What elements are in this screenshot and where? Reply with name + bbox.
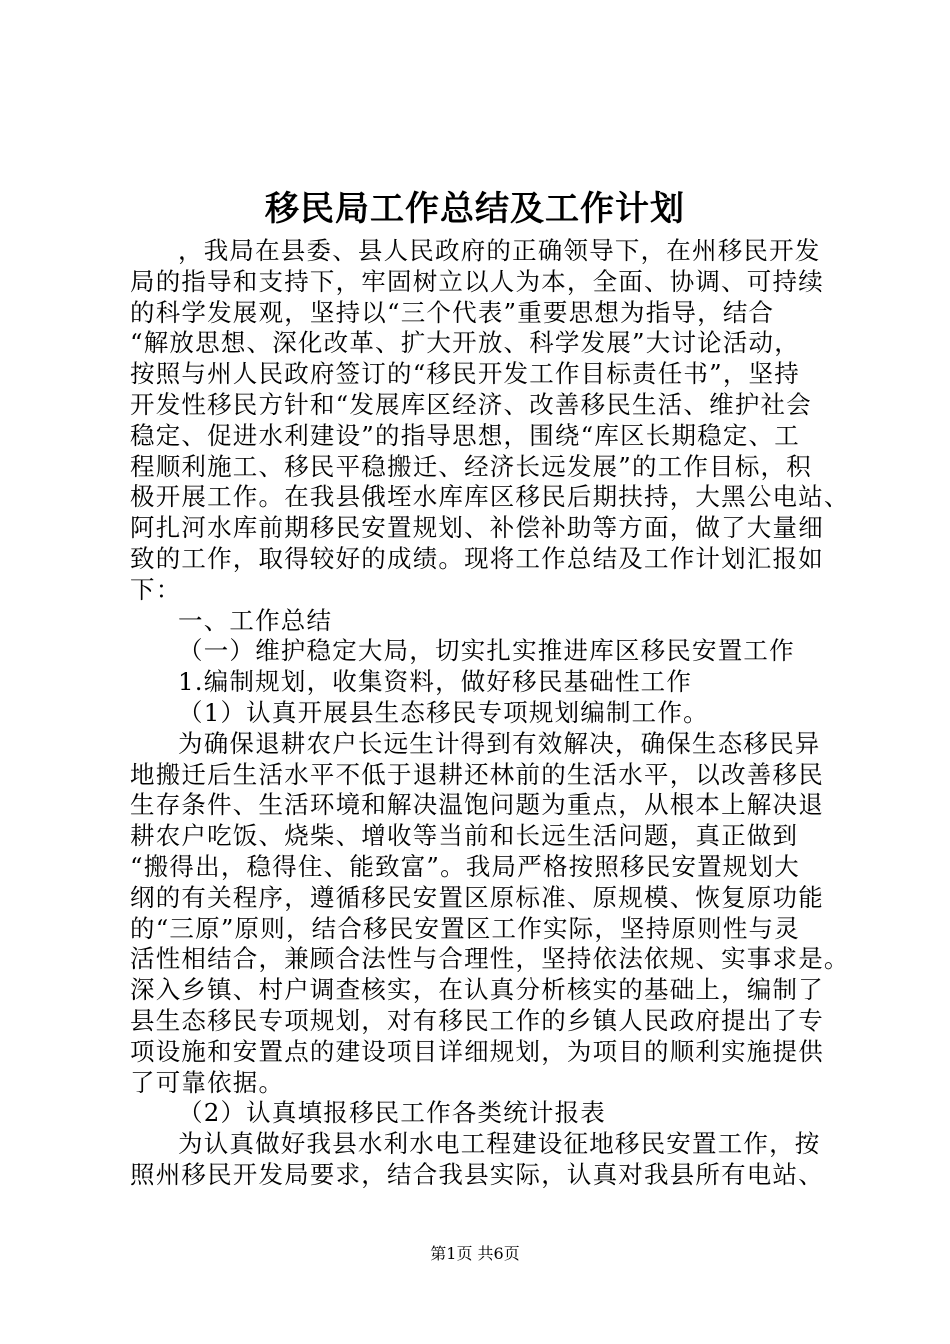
text-line: 为确保退耕农户长远生计得到有效解决，确保生态移民异: [178, 728, 821, 758]
text-line: 耕农户吃饭、烧柴、增收等当前和长远生活问题，真正做到: [130, 821, 799, 851]
subitem-heading: （2）认真填报移民工作各类统计报表: [178, 1098, 606, 1128]
subsection-heading: （一）维护稳定大局，切实扎实推进库区移民安置工作: [178, 636, 795, 666]
text-line: 地搬迁后生活水平不低于退耕还林前的生活水平，以改善移民: [130, 759, 824, 789]
text-line: 致的工作，取得较好的成绩。现将工作总结及工作计划汇报如: [130, 543, 824, 573]
planning-paragraph: [130, 728, 850, 1099]
text-line: 照州移民开发局要求，结合我县实际，认真对我县所有电站、: [130, 1159, 824, 1189]
text-line: 为认真做好我县水利水电工程建设征地移民安置工作，按: [178, 1129, 821, 1159]
text-line: 下：: [130, 574, 182, 604]
text-line: 局的指导和支持下，牢固树立以人为本，全面、协调、可持续: [130, 266, 824, 296]
page-footer: 第1页 共6页: [430, 1244, 520, 1263]
text-line: 阿扎河水库前期移民安置规划、补偿补助等方面，做了大量细: [130, 513, 824, 543]
item-heading: 1.编制规划，收集资料，做好移民基础性工作: [178, 667, 693, 697]
document-title: 移民局工作总结及工作计划: [265, 189, 685, 229]
text-line: ，我局在县委、县人民政府的正确领导下，在州移民开发: [178, 236, 821, 265]
text-line: “搬得出，稳得住、能致富”。我局严格按照移民安置规划大: [130, 851, 800, 881]
text-line: 生存条件、生活环境和解决温饱问题为重点，从根本上解决退: [130, 790, 824, 820]
text-line: 的科学发展观，坚持以“三个代表”重要思想为指导，结合: [130, 297, 775, 327]
text-line: 开发性移民方针和“发展库区经济、改善移民生活、维护社会: [130, 389, 812, 419]
subitem-heading: （1）认真开展县生态移民专项规划编制工作。: [178, 697, 709, 727]
text-line: 纲的有关程序，遵循移民安置区原标准、原规模、恢复原功能: [130, 882, 824, 912]
text-line: 极开展工作。在我县俄垤水库库区移民后期扶持，大黑公电站、: [130, 482, 850, 512]
text-line: 稳定、促进水利建设”的指导思想，围绕“库区长期稳定、工: [130, 420, 800, 450]
intro-paragraph: [130, 236, 850, 606]
statistics-paragraph: [130, 1129, 842, 1191]
text-line: 按照与州人民政府签订的“移民开发工作目标责任书”，坚持: [130, 359, 800, 389]
text-line: 了可靠依据。: [130, 1067, 285, 1097]
text-line: 县生态移民专项规划，对有移民工作的乡镇人民政府提出了专: [130, 1005, 824, 1035]
text-line: 程顺利施工、移民平稳搬迁、经济长远发展”的工作目标，积: [130, 451, 812, 481]
document-body: [130, 236, 850, 1191]
text-line: 项设施和安置点的建设项目详细规划，为项目的顺利实施提供: [130, 1036, 824, 1066]
text-line: 的“三原”原则，结合移民安置区工作实际，坚持原则性与灵: [130, 913, 800, 943]
text-line: 深入乡镇、村户调查核实，在认真分析核实的基础上，编制了: [130, 975, 824, 1005]
section-heading: 一、工作总结: [178, 605, 333, 635]
text-line: 活性相结合，兼顾合法性与合理性，坚持依法依规、实事求是。: [130, 944, 850, 974]
text-line: “解放思想、深化改革、扩大开放、科学发展”大讨论活动，: [130, 328, 800, 358]
